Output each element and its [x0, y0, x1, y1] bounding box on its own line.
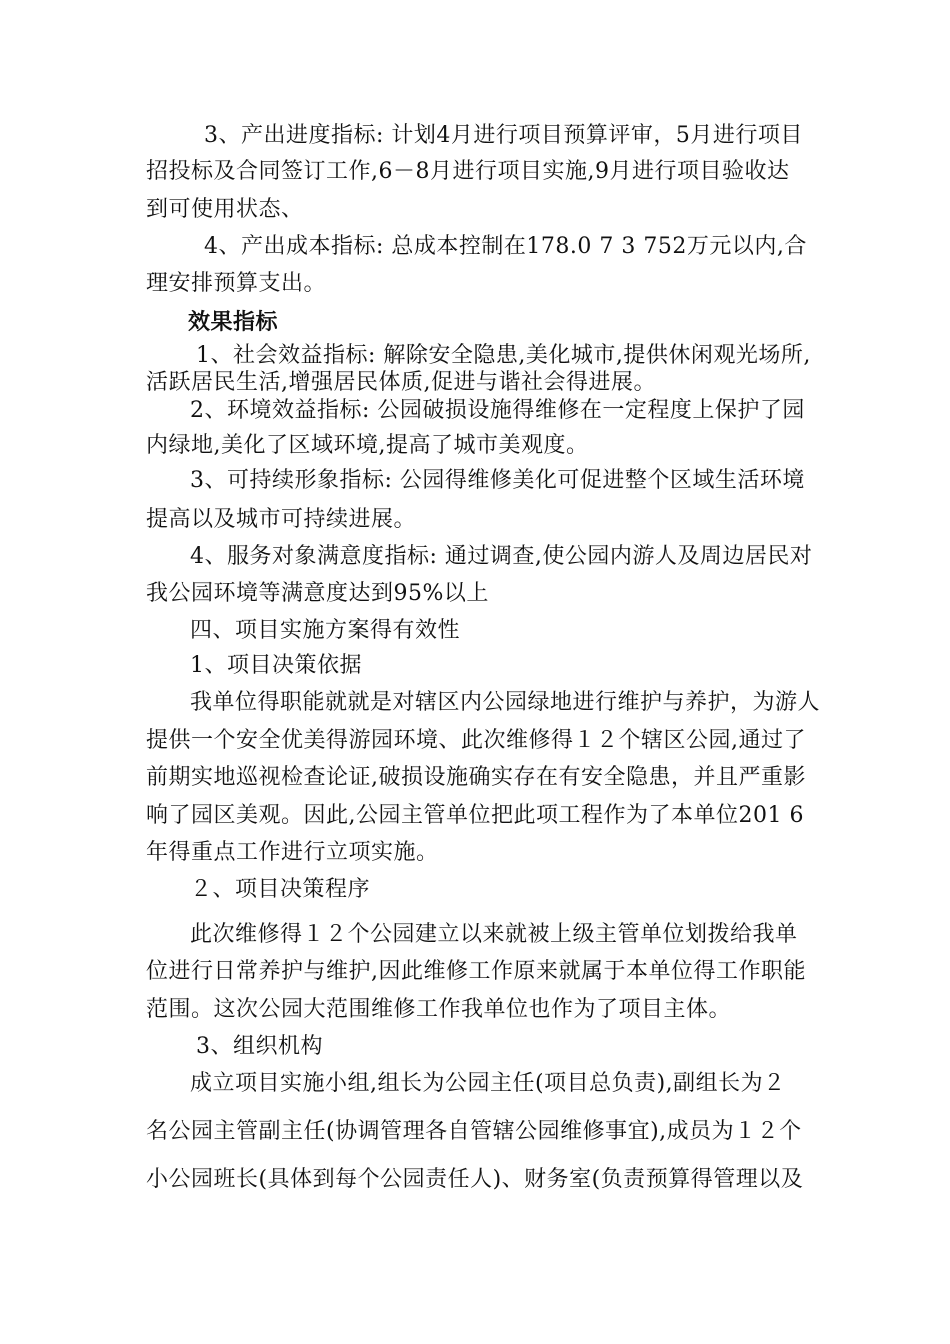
subheading-decision-procedure: ２、项目决策程序	[190, 877, 371, 902]
paragraph-line-27: 成立项目实施小组,组长为公园主任(项目总负责),副组长为２	[190, 1071, 786, 1096]
paragraph-line-1: 3、产出进度指标: 计划4月进行项目预算评审，5月进行项目	[204, 123, 803, 148]
paragraph-line-23: 此次维修得１２个公园建立以来就被上级主管单位划拨给我单	[190, 922, 798, 947]
paragraph-line-28: 名公园主管副主任(协调管理各自管辖公园维修事宜),成员为１２个	[146, 1119, 802, 1144]
paragraph-line-13: 4、服务对象满意度指标: 通过调查,使公园内游人及周边居民对	[190, 544, 813, 569]
paragraph-line-5: 理安排预算支出。	[146, 271, 327, 296]
paragraph-line-7: 1、社会效益指标: 解除安全隐患,美化城市,提供休闲观光场所,	[196, 343, 811, 368]
paragraph-line-18: 提供一个安全优美得游园环境、此次维修得１２个辖区公园,通过了	[146, 728, 806, 753]
paragraph-line-17: 我单位得职能就就是对辖区内公园绿地进行维护与养护，为游人	[190, 690, 821, 715]
section-heading-effect-indicators: 效果指标	[188, 309, 279, 335]
paragraph-line-20: 响了园区美观。因此,公园主管单位把此项工程作为了本单位201 6	[146, 803, 804, 828]
paragraph-line-29: 小公园班长(具体到每个公园责任人)、财务室(负责预算得管理以及	[146, 1167, 804, 1192]
paragraph-line-11: 3、可持续形象指标: 公园得维修美化可促进整个区域生活环境	[190, 468, 805, 493]
paragraph-line-24: 位进行日常养护与维护,因此维修工作原来就属于本单位得工作职能	[146, 959, 806, 984]
paragraph-line-19: 前期实地巡视检查论证,破损设施确实存在有安全隐患，并且严重影	[146, 765, 806, 790]
paragraph-line-9: 2、环境效益指标: 公园破损设施得维修在一定程度上保护了园	[190, 398, 805, 423]
paragraph-line-8: 活跃居民生活,增强居民体质,促进与谐社会得进展。	[146, 370, 656, 395]
paragraph-line-4: 4、产出成本指标: 总成本控制在178.0 7 3 752万元以内,合	[204, 234, 807, 259]
subheading-organization: 3、组织机构	[196, 1034, 323, 1059]
paragraph-line-25: 范围。这次公园大范围维修工作我单位也作为了项目主体。	[146, 997, 732, 1022]
paragraph-line-10: 内绿地,美化了区域环境,提高了城市美观度。	[146, 433, 589, 458]
paragraph-line-2: 招投标及合同签订工作,6－8月进行项目实施,9月进行项目验收达	[146, 159, 790, 184]
subheading-decision-basis: 1、项目决策依据	[190, 653, 362, 678]
section-heading-four: 四、项目实施方案得有效性	[190, 618, 461, 643]
paragraph-line-21: 年得重点工作进行立项实施。	[146, 840, 439, 865]
paragraph-line-12: 提高以及城市可持续进展。	[146, 507, 417, 532]
paragraph-line-3: 到可使用状态、	[146, 197, 304, 222]
paragraph-line-14: 我公园环境等满意度达到95%以上	[146, 581, 489, 606]
